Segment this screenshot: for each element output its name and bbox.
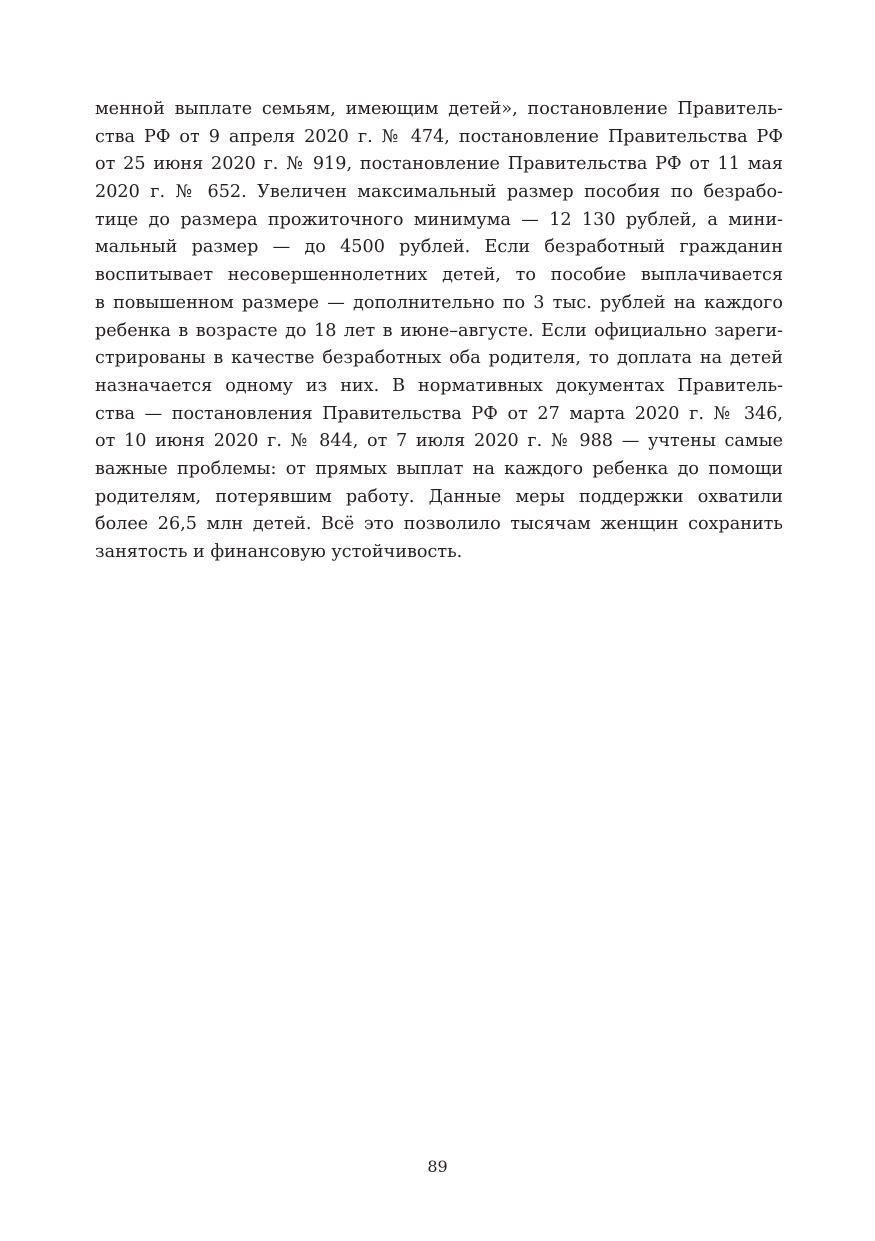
text-line: важные проблемы: от прямых выплат на каждого ребенка до помощи — [95, 458, 783, 479]
page-number: 89 — [427, 1157, 448, 1176]
text-line: ства — постановления Правительства РФ от 27 марта 2020 г. № 346, — [95, 403, 783, 424]
text-line: 2020 г. № 652. Увеличен максимальный размер пособия по безрабо- — [95, 182, 783, 203]
text-line: тице до размера прожиточного минимума — 12 130 рублей, а мини- — [95, 209, 783, 230]
text-line: менной выплате семьям, имеющим детей», постановление Правитель- — [95, 99, 783, 119]
text-line: от 25 июня 2020 г. № 919, постановление Правительства РФ от 11 мая — [95, 154, 783, 175]
text-line: мальный размер — до 4500 рублей. Если безработный гражданин — [95, 237, 783, 258]
text-line: назначается одному из них. В нормативных документах Правитель- — [95, 375, 783, 396]
body-paragraph — [95, 96, 783, 567]
text-line: ства РФ от 9 апреля 2020 г. № 474, постановление Правительства РФ — [95, 126, 783, 147]
text-line: родителям, потерявшим работу. Данные меры поддержки охватили — [95, 486, 783, 507]
text-line: от 10 июня 2020 г. № 844, от 7 июля 2020 г. № 988 — учтены самые — [95, 431, 783, 452]
text-line: более 26,5 млн детей. Всё это позволило тысячам женщин сохранить — [95, 514, 783, 535]
text-line-last: занятость и финансовую устойчивость. — [95, 542, 463, 562]
text-line: стрированы в качестве безработных оба родителя, то доплата на детей — [95, 348, 783, 369]
text-line: в повышенном размере — дополнительно по 3 тыс. рублей на каждого — [95, 292, 783, 313]
text-line: ребенка в возрасте до 18 лет в июне–августе. Если официально зареги- — [95, 320, 783, 341]
text-line: воспитывает несовершеннолетних детей, то пособие выплачивается — [95, 265, 783, 286]
